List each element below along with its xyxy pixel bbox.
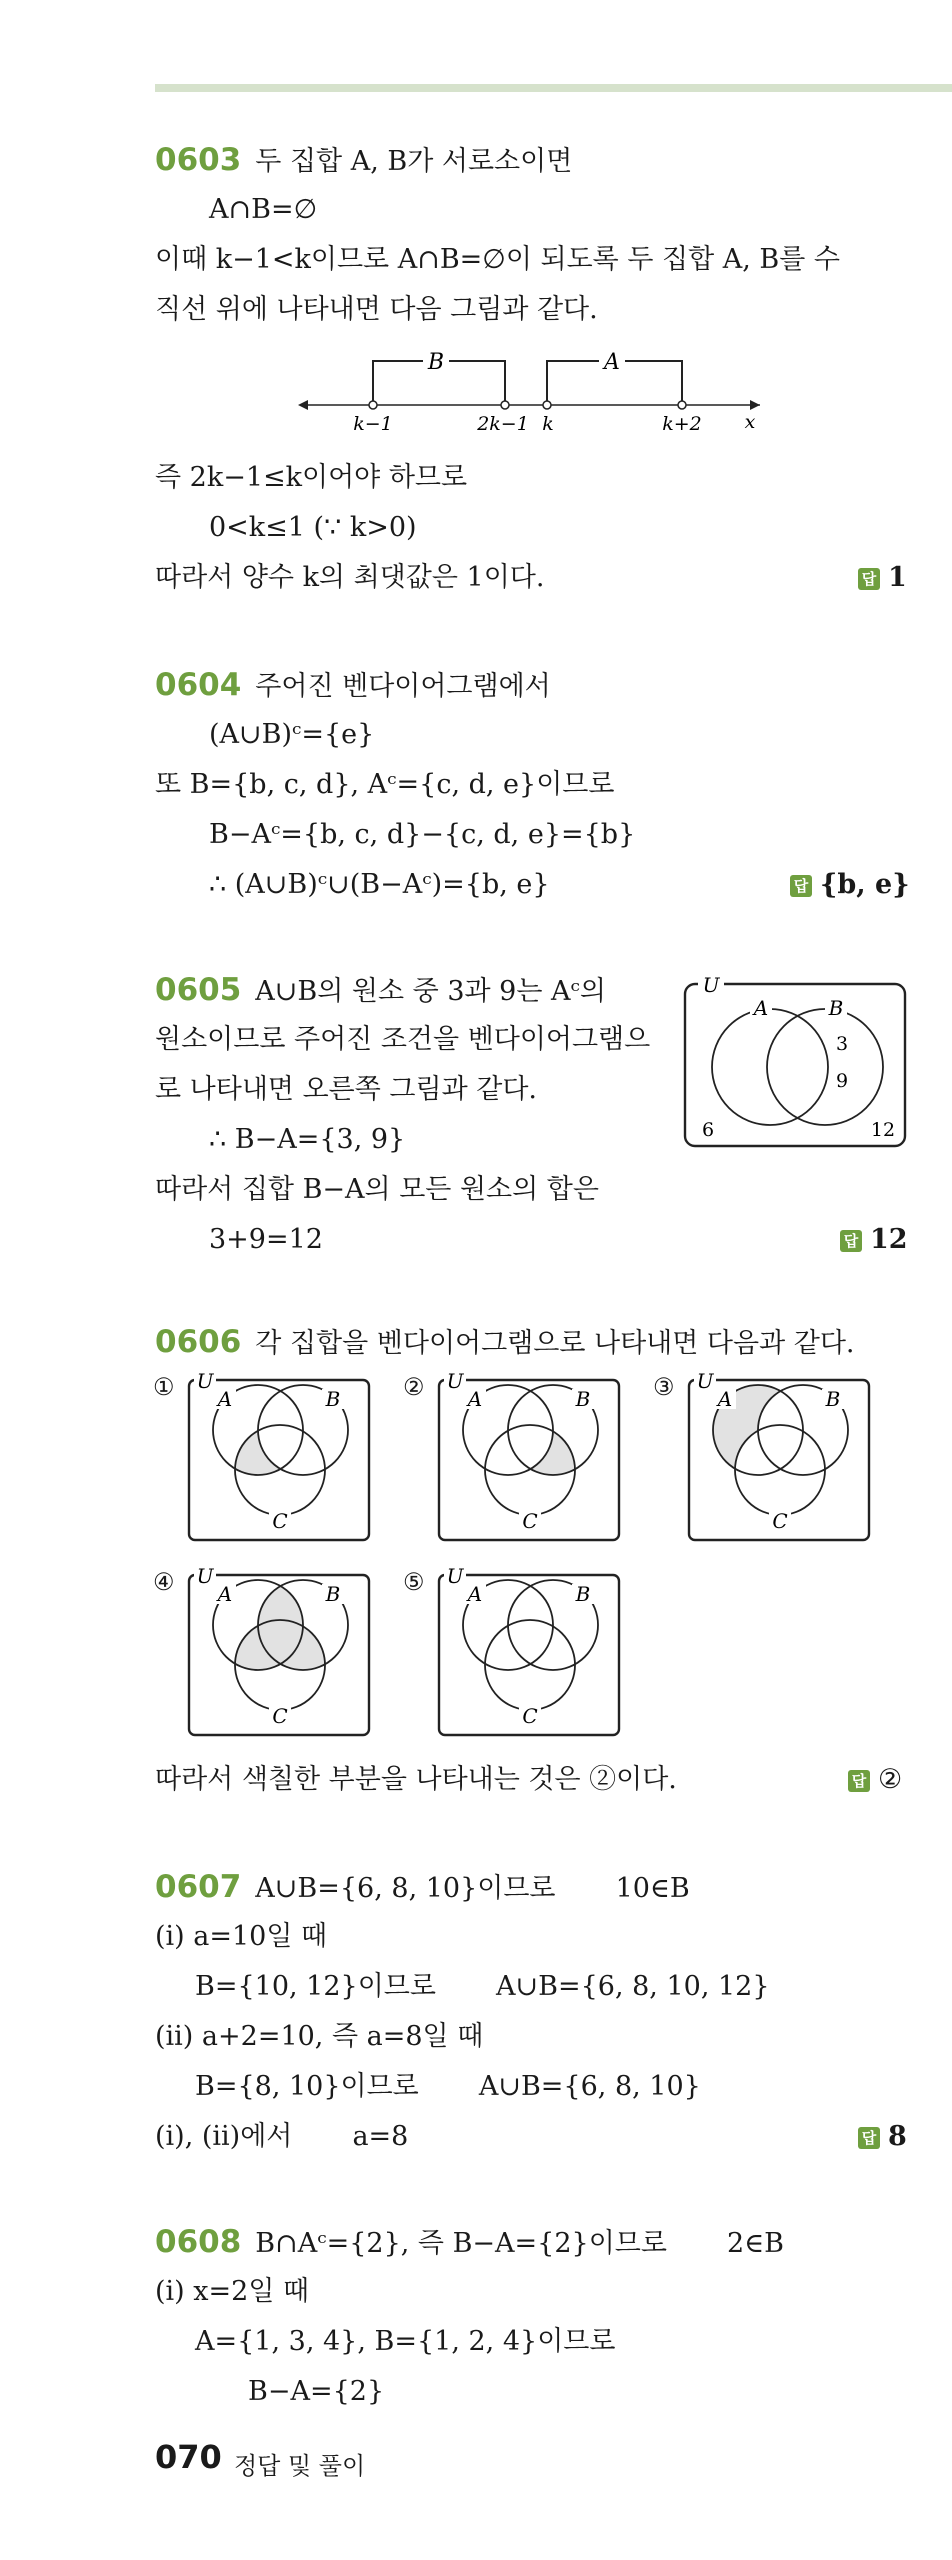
c-label: C <box>522 1704 538 1728</box>
problem-0606-line-2: 따라서 색칠한 부분을 나타내는 것은 ②이다. <box>155 1764 677 1795</box>
a-label: A <box>217 1387 233 1411</box>
element: 12 <box>870 1119 896 1141</box>
answer-0606 <box>848 1760 902 1800</box>
problem-number: 0607 <box>155 1869 242 1905</box>
number-line-figure <box>295 345 775 435</box>
problem-0605-line-3: 로 나타내면 오른쪽 그림과 같다. <box>155 1074 537 1105</box>
choice-mark: ⑤ <box>403 1568 425 1596</box>
c-label: C <box>522 1509 538 1533</box>
tick-label: k−1 <box>353 413 393 435</box>
problem-0605-line-4: ∴ B−A={3, 9} <box>209 1124 406 1155</box>
problem-0604-line-3: 또 B={b, c, d}, Aᶜ={c, d, e}이므로 <box>155 769 615 800</box>
c-label: C <box>272 1704 288 1728</box>
answer-value: {b, e} <box>820 869 910 900</box>
text: 주어진 벤다이어그램에서 <box>255 671 551 702</box>
b-label: B <box>825 1387 841 1411</box>
answer-value: 12 <box>870 1224 908 1255</box>
element: 9 <box>835 1070 849 1092</box>
b-label: B <box>325 1582 341 1606</box>
top-bar <box>155 84 952 92</box>
problem-0607-line-3: B={10, 12}이므로 A∪B={6, 8, 10, 12} <box>195 1971 770 2002</box>
problem-0608-line-1 <box>155 2222 784 2264</box>
problem-0604-line-1 <box>155 665 551 707</box>
venn-diagram-3 <box>683 1370 883 1545</box>
arrow-right-icon <box>750 400 760 410</box>
problem-0605-line-1 <box>155 970 606 1012</box>
problem-0604-line-2: (A∪B)ᶜ={e} <box>209 719 375 750</box>
set-a-circle <box>712 1009 828 1125</box>
tick-label: 2k−1 <box>477 413 529 435</box>
problem-0607-line-1 <box>155 1867 690 1909</box>
problem-0607-line-4: (ⅱ) a+2=10, 즉 a=8일 때 <box>155 2021 484 2052</box>
problem-number: 0603 <box>155 142 242 178</box>
choice-mark: ③ <box>653 1373 675 1401</box>
answer-value: 8 <box>888 2121 907 2152</box>
problem-number: 0608 <box>155 2224 242 2260</box>
answer-badge: 답 <box>858 568 880 590</box>
set-b-circle <box>767 1009 883 1125</box>
problem-0607-line-2: (ⅰ) a=10일 때 <box>155 1921 328 1952</box>
a-label: A <box>467 1582 483 1606</box>
problem-0606-line-1 <box>155 1322 855 1364</box>
element: 6 <box>701 1119 715 1141</box>
problem-0603-line-1 <box>155 140 572 182</box>
problem-0603-line-6: 0<k≤1 (∵ k>0) <box>209 512 417 543</box>
u-label: U <box>702 973 720 997</box>
problem-0608-line-2: (ⅰ) x=2일 때 <box>155 2276 310 2307</box>
answer-badge: 답 <box>858 2127 880 2149</box>
page-number: 070 <box>155 2438 222 2476</box>
choice-mark: ④ <box>153 1568 175 1596</box>
c-label: C <box>772 1509 788 1533</box>
problem-0604-line-5: ∴ (A∪B)ᶜ∪(B−Aᶜ)={b, e} <box>209 869 550 900</box>
point-k-plus-2 <box>678 401 686 409</box>
problem-0608-line-4: B−A={2} <box>248 2376 385 2407</box>
set-a-label: A <box>604 350 620 375</box>
b-label: B <box>325 1387 341 1411</box>
venn-diagram-5 <box>433 1565 633 1740</box>
b-label: B <box>828 996 844 1020</box>
text: 두 집합 A, B가 서로소이면 <box>255 146 573 177</box>
u-label: U <box>196 1565 214 1588</box>
answer-0607 <box>858 2117 907 2157</box>
text: 각 집합을 벤다이어그램으로 나타내면 다음과 같다. <box>255 1328 855 1359</box>
problem-0603-line-4: 직선 위에 나타내면 다음 그림과 같다. <box>155 294 598 325</box>
a-label: A <box>753 996 769 1020</box>
text: A∪B={6, 8, 10}이므로 10∈B <box>255 1873 690 1904</box>
venn-diagram-0605 <box>680 972 910 1152</box>
problem-0603-line-3: 이때 k−1<k이므로 A∩B=∅이 되도록 두 집합 A, B를 수 <box>155 244 840 275</box>
answer-value: ② <box>878 1764 903 1795</box>
problem-0608-line-3: A={1, 3, 4}, B={1, 2, 4}이므로 <box>195 2326 616 2357</box>
problem-number: 0606 <box>155 1324 242 1360</box>
answer-0603 <box>858 558 907 598</box>
problem-number: 0604 <box>155 667 242 703</box>
tick-label: k <box>542 413 554 435</box>
problem-0605-line-5: 따라서 집합 B−A의 모든 원소의 합은 <box>155 1174 599 1205</box>
b-label: B <box>575 1387 591 1411</box>
point-2k-minus-1 <box>501 401 509 409</box>
a-label: A <box>217 1582 233 1606</box>
text: B∩Aᶜ={2}, 즉 B−A={2}이므로 2∈B <box>255 2228 785 2259</box>
problem-0605-line-6: 3+9=12 <box>209 1224 323 1255</box>
element: 3 <box>835 1033 849 1055</box>
point-k <box>543 401 551 409</box>
tick-label: k+2 <box>662 413 702 435</box>
set-b-label: B <box>427 350 445 375</box>
problem-0607-line-5: B={8, 10}이므로 A∪B={6, 8, 10} <box>195 2071 701 2102</box>
problem-0603-line-5: 즉 2k−1≤k이어야 하므로 <box>155 462 468 493</box>
answer-badge: 답 <box>840 1230 862 1252</box>
arrow-left-icon <box>298 400 308 410</box>
problem-0604-line-4: B−Aᶜ={b, c, d}−{c, d, e}={b} <box>209 819 636 850</box>
problem-0603-line-2: A∩B=∅ <box>209 194 318 225</box>
choice-mark: ① <box>153 1373 175 1401</box>
answer-badge: 답 <box>848 1770 870 1792</box>
venn-diagram-1 <box>183 1370 383 1545</box>
answer-0604 <box>790 865 910 905</box>
problem-0603-line-7: 따라서 양수 k의 최댓값은 1이다. <box>155 562 545 593</box>
u-label: U <box>696 1370 714 1393</box>
u-label: U <box>196 1370 214 1393</box>
text: A∪B의 원소 중 3과 9는 Aᶜ의 <box>255 976 606 1007</box>
problem-0607-line-6: (ⅰ), (ⅱ)에서 a=8 <box>155 2121 409 2152</box>
a-label: A <box>467 1387 483 1411</box>
choice-mark: ② <box>403 1373 425 1401</box>
answer-badge: 답 <box>790 875 812 897</box>
u-label: U <box>446 1565 464 1588</box>
problem-number: 0605 <box>155 972 242 1008</box>
u-label: U <box>446 1370 464 1393</box>
axis-label: x <box>744 411 756 433</box>
b-label: B <box>575 1582 591 1606</box>
venn-diagram-2 <box>433 1370 633 1545</box>
answer-value: 1 <box>888 562 907 593</box>
a-label: A <box>717 1387 733 1411</box>
c-label: C <box>272 1509 288 1533</box>
answer-0605 <box>840 1220 908 1260</box>
page-title: 정답 및 풀이 <box>234 2452 366 2480</box>
problem-0605-line-2: 원소이므로 주어진 조건을 벤다이어그램으 <box>155 1024 651 1055</box>
point-k-minus-1 <box>369 401 377 409</box>
venn-diagram-4 <box>183 1565 383 1740</box>
